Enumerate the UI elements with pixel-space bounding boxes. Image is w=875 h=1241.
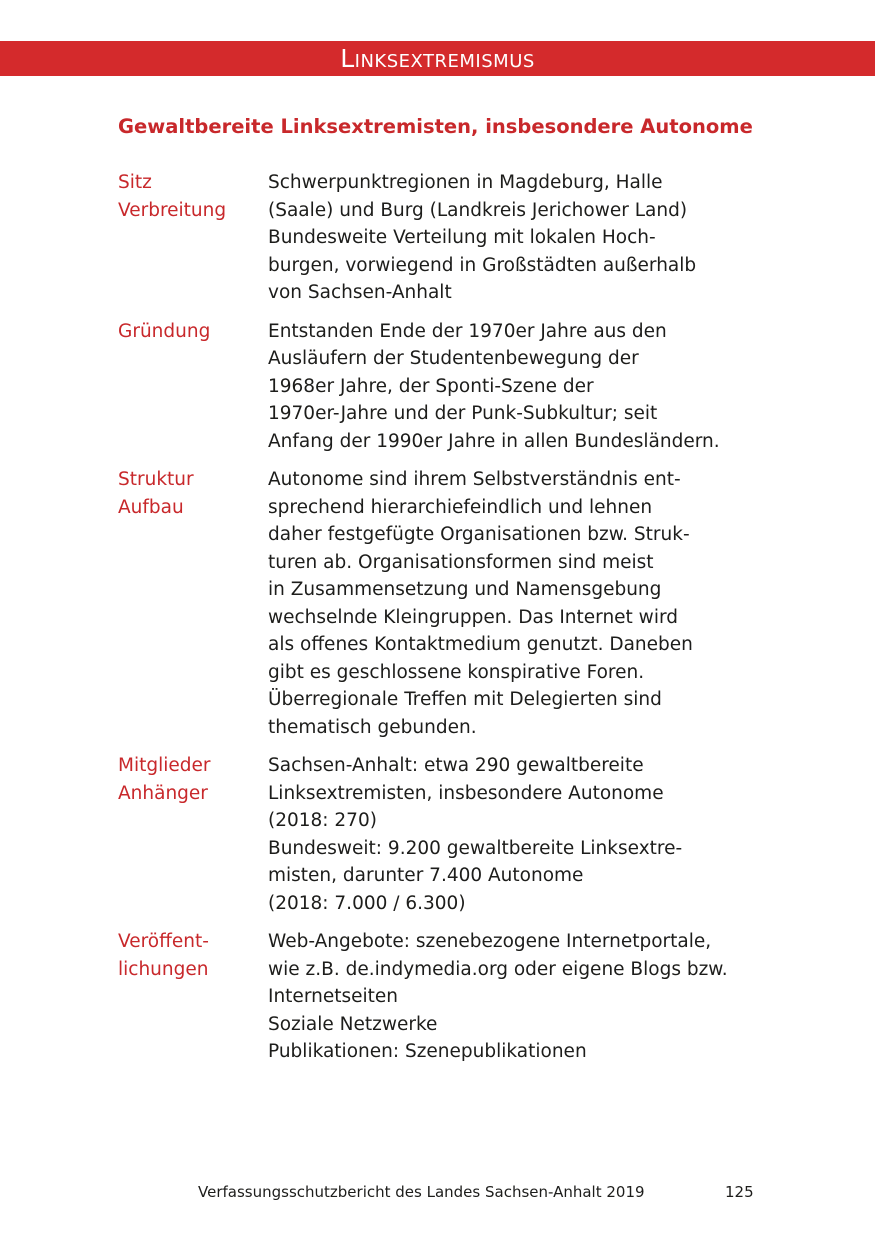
text-line: in Zusammensetzung und Namensgebung [268, 579, 662, 600]
text-line: Soziale Netzwerke [268, 1013, 438, 1035]
page-number: 125 [725, 1183, 754, 1201]
label-line: Sitz [118, 172, 152, 193]
entry-description [268, 169, 868, 307]
text-line: wie z.B. de.indymedia.org oder eigene Blogs bzw. [268, 958, 728, 980]
entry-sitz-verbreitung [0, 169, 875, 307]
label-line: Verbreitung [118, 199, 227, 221]
label-line: Struktur [118, 469, 194, 490]
text-line: Bundesweite Verteilung mit lokalen Hoch- [268, 227, 656, 248]
text-line: Autonome sind ihrem Selbstverständnis ent- [268, 469, 681, 490]
entry-description [268, 752, 868, 917]
entry-veroeffentlichungen [0, 928, 875, 1066]
label-line: Anhänger [118, 782, 208, 804]
entry-description [268, 318, 868, 456]
entry-mitglieder-anhaenger [0, 752, 875, 917]
entry-label [118, 318, 258, 346]
text-line: Ausläufern der Studentenbewegung der [268, 348, 639, 369]
label-line: Mitglieder [118, 755, 211, 776]
entry-struktur-aufbau [0, 466, 875, 741]
text-line: (2018: 7.000 / 6.300) [268, 892, 466, 914]
text-line: turen ab. Organisationsformen sind meist [268, 551, 654, 573]
text-line: misten, darunter 7.400 Autonome [268, 865, 584, 886]
text-line: Web-Angebote: szenebezogene Internetportale, [268, 931, 712, 952]
text-line: (Saale) und Burg (Landkreis Jerichower Land) [268, 199, 688, 221]
label-line: Veröffent- [118, 931, 209, 952]
text-line: Linksextremisten, insbesondere Autonome [268, 782, 664, 804]
text-line: thematisch gebunden. [268, 716, 477, 738]
info-table [0, 169, 875, 1066]
entry-description [268, 466, 868, 741]
entry-label [118, 466, 258, 521]
entry-label [118, 928, 258, 983]
text-line: (2018: 270) [268, 810, 377, 831]
entry-label [118, 169, 258, 224]
text-line: Bundesweit: 9.200 gewaltbereite Linksextre- [268, 837, 683, 859]
entry-gruendung [0, 318, 875, 456]
text-line: wechselnde Kleingruppen. Das Internet wird [268, 606, 678, 628]
label-line: Gründung [118, 320, 211, 342]
text-line: Anfang der 1990er Jahre in allen Bundesländern. [268, 430, 720, 452]
text-line: 1970er-Jahre und der Punk-Subkultur; seit [268, 403, 658, 424]
entry-description [268, 928, 868, 1066]
section-heading: Gewaltbereite Linksextremisten, insbesondere Autonome [118, 115, 753, 138]
text-line: 1968er Jahre, der Sponti-Szene der [268, 375, 594, 397]
chapter-title: Linksextremismus [340, 44, 535, 73]
text-line: Entstanden Ende der 1970er Jahre aus den [268, 320, 667, 342]
text-line: Schwerpunktregionen in Magdeburg, Halle [268, 172, 663, 193]
text-line: Sachsen-Anhalt: etwa 290 gewaltbereite [268, 755, 644, 776]
footer-report-title: Verfassungsschutzbericht des Landes Sachsen-Anhalt 2019 [198, 1183, 645, 1201]
entry-label [118, 752, 258, 807]
text-line: Publikationen: Szenepublikationen [268, 1041, 587, 1062]
chapter-banner [0, 41, 875, 76]
text-line: Internetseiten [268, 986, 398, 1007]
label-line: Aufbau [118, 496, 184, 518]
text-line: gibt es geschlossene konspirative Foren. [268, 661, 645, 683]
text-line: daher festgefügte Organisationen bzw. Struk- [268, 524, 690, 545]
text-line: Überregionale Treffen mit Delegierten sind [268, 689, 662, 710]
text-line: als offenes Kontaktmedium genutzt. Daneben [268, 634, 693, 655]
text-line: von Sachsen-Anhalt [268, 282, 452, 303]
text-line: burgen, vorwiegend in Großstädten außerhalb [268, 254, 697, 276]
text-line: sprechend hierarchiefeindlich und lehnen [268, 496, 653, 518]
label-line: lichungen [118, 958, 209, 980]
